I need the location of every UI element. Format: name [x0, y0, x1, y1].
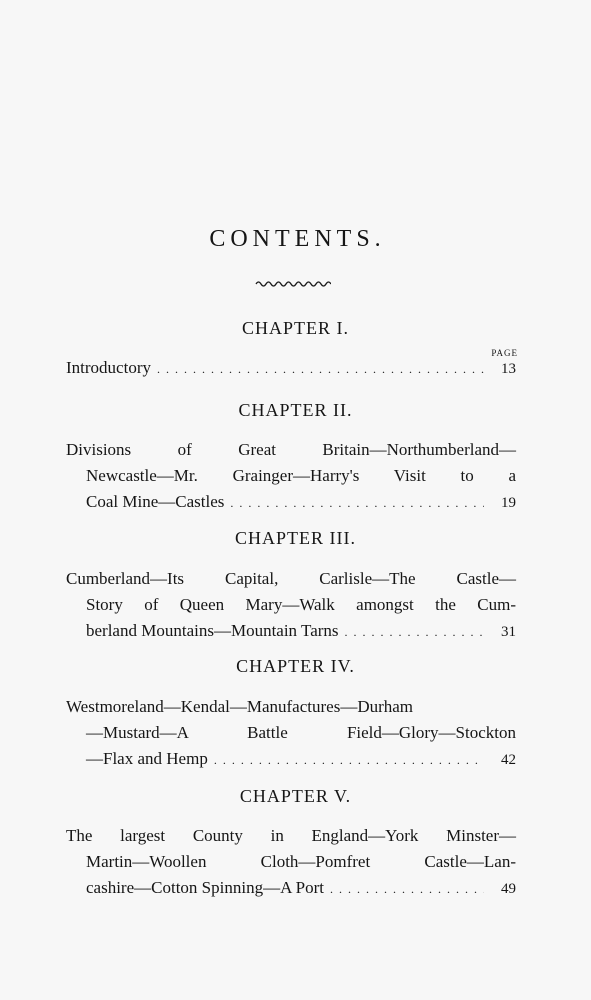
dot-leader [157, 356, 484, 382]
toc-entry-4[interactable] [66, 694, 516, 772]
toc-entry-5[interactable] [66, 823, 516, 901]
wavy-ornament [255, 279, 331, 289]
page-title: CONTENTS. [209, 226, 386, 252]
toc-entry-line: Introductory [66, 358, 151, 377]
toc-entry-line: —Flax and Hemp [86, 749, 208, 768]
toc-entry-line: Coal Mine—Castles [86, 492, 225, 511]
chapter-heading-3: CHAPTER III. [235, 528, 356, 548]
page-column-label: PAGE [491, 348, 518, 358]
toc-entry-3[interactable] [66, 566, 516, 644]
page-number: 13 [501, 361, 516, 377]
chapter-heading-5: CHAPTER V. [239, 786, 352, 806]
page-number: 19 [501, 495, 516, 511]
dot-leader [345, 619, 484, 645]
chapter-heading-4: CHAPTER IV. [236, 656, 355, 676]
dot-leader [330, 876, 484, 902]
toc-entry-1[interactable] [66, 355, 516, 381]
chapter-heading-2: CHAPTER II. [238, 400, 353, 420]
toc-entry-line: Westmoreland—Kendal—Manufactures—Durham [66, 697, 414, 716]
dot-leader [230, 490, 484, 516]
toc-entry-line: Cumberland—Its Capital, Carlisle—The Castle— [66, 569, 516, 588]
toc-entry-line: Divisions of Great Britain—Northumberland— [66, 440, 516, 459]
toc-entry-line: berland Mountains—Mountain Tarns [86, 621, 339, 640]
chapter-heading-1: CHAPTER I. [241, 318, 349, 338]
toc-entry-line: Story of Queen Mary—Walk amongst the Cum- [86, 595, 516, 614]
dot-leader [214, 747, 484, 773]
toc-entry-line: —Mustard—A Battle Field—Glory—Stockton [86, 723, 516, 742]
page-number: 49 [501, 881, 516, 897]
toc-entry-line: Martin—Woollen Cloth—Pomfret Castle—Lan- [86, 852, 516, 871]
toc-entry-line: The largest County in England—York Minster— [66, 826, 516, 845]
page-number: 31 [501, 624, 516, 640]
toc-entry-2[interactable] [66, 437, 516, 515]
toc-entry-line: Newcastle—Mr. Grainger—Harry's Visit to a [86, 466, 516, 485]
page-number: 42 [501, 752, 516, 768]
toc-entry-line: cashire—Cotton Spinning—A Port [86, 878, 324, 897]
